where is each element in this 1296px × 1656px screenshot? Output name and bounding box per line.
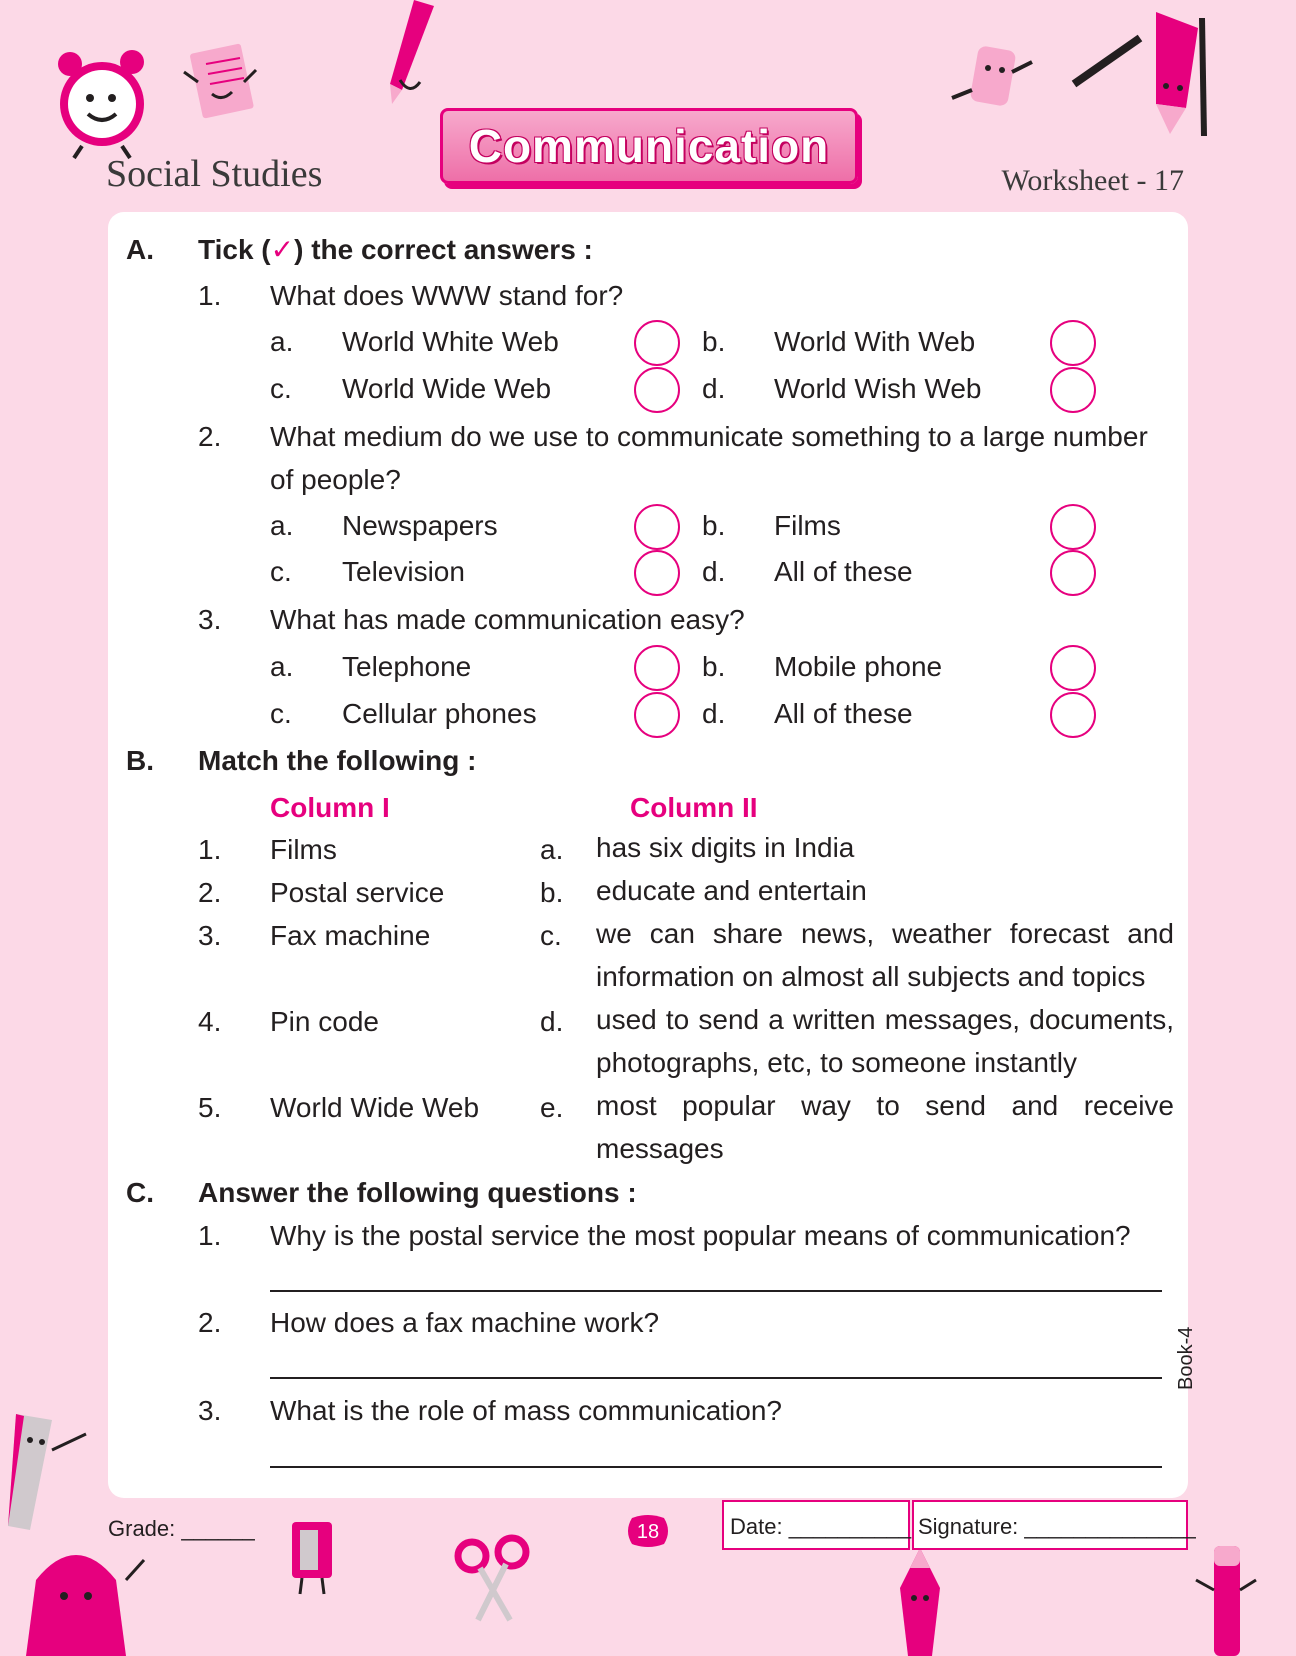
option-text: Telephone <box>342 651 472 682</box>
option-letter: c. <box>270 556 292 587</box>
match-row-number: 2. <box>198 877 222 908</box>
answer-circle[interactable] <box>634 504 680 550</box>
match-description: we can share news, weather forecast and information on almost all subjects and topics <box>596 918 1174 992</box>
question-number: 1. <box>198 280 222 311</box>
heading-text: Tick ( <box>198 234 271 265</box>
option-text: All of these <box>774 698 913 729</box>
pen-character-icon <box>1190 1540 1260 1656</box>
answer-circle[interactable] <box>634 692 680 738</box>
grade-field[interactable]: Grade: ______ <box>108 1516 255 1541</box>
section-letter: A. <box>126 234 154 265</box>
match-description: most popular way to send and receive messages <box>596 1090 1174 1164</box>
match-row-number: 5. <box>198 1092 222 1123</box>
option-letter: c. <box>270 373 292 404</box>
tick-icon: ✓ <box>270 234 295 265</box>
option-text: World Wish Web <box>774 373 982 404</box>
sharpener-icon <box>282 1516 342 1596</box>
answer-circle[interactable] <box>634 645 680 691</box>
match-letter: a. <box>540 834 564 865</box>
option-text: Television <box>342 556 465 587</box>
option-letter: d. <box>702 698 726 729</box>
question-number: 2. <box>198 1307 222 1338</box>
match-row-number: 4. <box>198 1006 222 1037</box>
scissors-icon <box>452 1534 532 1624</box>
alarm-clock-icon <box>52 42 152 160</box>
match-item: Pin code <box>270 1006 379 1037</box>
date-box[interactable] <box>722 1500 910 1550</box>
match-row-number: 3. <box>198 920 222 951</box>
question-text: How does a fax machine work? <box>270 1307 660 1338</box>
subject-label: Social Studies <box>106 153 323 195</box>
pencil-icon <box>380 0 440 110</box>
option-text: All of these <box>774 556 913 587</box>
option-text: Mobile phone <box>774 651 943 682</box>
option-letter: a. <box>270 510 294 541</box>
signature-field: Signature: ______________ <box>918 1514 1196 1539</box>
section-heading: Answer the following questions : <box>198 1177 637 1208</box>
answer-circle[interactable] <box>634 550 680 596</box>
option-text: Films <box>774 510 841 541</box>
match-description: educate and entertain <box>596 875 867 906</box>
option-letter: a. <box>270 326 294 357</box>
question-number: 1. <box>198 1220 222 1251</box>
match-letter: d. <box>540 1006 564 1037</box>
page-number-badge <box>626 1514 670 1548</box>
signature-box[interactable] <box>912 1500 1196 1550</box>
option-letter: c. <box>270 698 292 729</box>
answer-circle[interactable] <box>634 367 680 413</box>
match-row-number: 1. <box>198 834 222 865</box>
date-field: Date: __________ <box>730 1514 912 1539</box>
answer-line[interactable] <box>270 1290 1162 1292</box>
option-letter: a. <box>270 651 294 682</box>
question-text: What medium do we use to communicate something to a large number <box>270 421 1148 452</box>
answer-line[interactable] <box>270 1377 1162 1379</box>
option-text: World White Web <box>342 326 559 357</box>
compass-pencil-icon <box>1070 8 1210 138</box>
option-letter: d. <box>702 373 726 404</box>
question-text: What has made communication easy? <box>270 604 745 635</box>
section-letter: B. <box>126 745 154 776</box>
answer-circle[interactable] <box>1050 692 1096 738</box>
option-text: World Wide Web <box>342 373 552 404</box>
answer-circle[interactable] <box>634 320 680 366</box>
match-letter: e. <box>540 1092 564 1123</box>
question-text: Why is the postal service the most popular means of communication? <box>270 1220 1131 1251</box>
option-letter: d. <box>702 556 726 587</box>
answer-circle[interactable] <box>1050 320 1096 366</box>
column-1-heading: Column I <box>270 792 390 823</box>
section-heading: Match the following : <box>198 745 477 776</box>
answer-circle[interactable] <box>1050 367 1096 413</box>
answer-circle[interactable] <box>1050 645 1096 691</box>
match-item: Films <box>270 834 337 865</box>
worksheet-number: Worksheet - 17 <box>1001 164 1184 197</box>
match-letter: c. <box>540 920 562 951</box>
section-letter: C. <box>126 1177 154 1208</box>
page-number: 18 <box>636 1521 660 1543</box>
option-text: Cellular phones <box>342 698 537 729</box>
notepad-icon <box>178 42 262 126</box>
heading-text: ) the correct answers : <box>294 234 593 265</box>
question-number: 3. <box>198 1395 222 1426</box>
option-text: Newspapers <box>342 510 498 541</box>
section-heading <box>198 236 593 264</box>
answer-circle[interactable] <box>1050 504 1096 550</box>
book-label: Book-4 <box>1175 1326 1197 1390</box>
worksheet-title-banner <box>440 108 858 184</box>
match-letter: b. <box>540 877 564 908</box>
match-item: Postal service <box>270 877 445 908</box>
question-number: 3. <box>198 604 222 635</box>
eraser-icon <box>946 42 1036 122</box>
match-description: used to send a written messages, documents, photographs, etc, to someone instantly <box>596 1004 1174 1078</box>
question-text: What does WWW stand for? <box>270 280 624 311</box>
answer-line[interactable] <box>270 1466 1162 1468</box>
option-text: World With Web <box>774 326 976 357</box>
column-2-heading: Column II <box>630 792 758 823</box>
option-letter: b. <box>702 510 726 541</box>
question-text: What is the role of mass communication? <box>270 1395 782 1426</box>
crayon-character-icon <box>880 1548 960 1656</box>
worksheet-title: Communication <box>468 120 830 172</box>
match-description: has six digits in India <box>596 832 855 863</box>
option-letter: b. <box>702 651 726 682</box>
match-item: World Wide Web <box>270 1092 480 1123</box>
answer-circle[interactable] <box>1050 550 1096 596</box>
match-item: Fax machine <box>270 920 431 951</box>
question-number: 2. <box>198 421 222 452</box>
option-letter: b. <box>702 326 726 357</box>
question-text-continued: of people? <box>270 464 401 495</box>
